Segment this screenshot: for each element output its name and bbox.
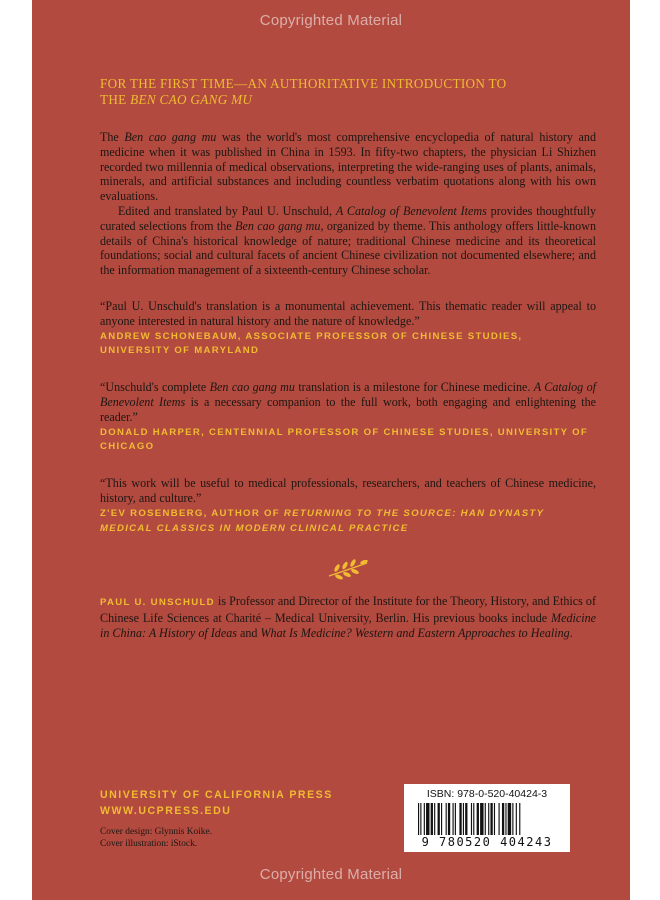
quote-3-attribution	[100, 507, 596, 537]
desc-p1-title: Ben cao gang mu	[124, 130, 217, 144]
cover-credits	[100, 826, 212, 850]
barcode-bar	[438, 803, 440, 835]
barcode-bar	[505, 803, 506, 835]
desc-p2-title-2: Ben cao gang mu	[235, 218, 321, 233]
desc-p2-title-1: A Catalog of Benevolent Items	[335, 203, 487, 218]
barcode-bar	[431, 803, 433, 835]
cover-illustration-credit: Cover illustration: iStock.	[100, 839, 198, 849]
barcode-bar	[477, 803, 479, 835]
barcode-bar	[424, 803, 425, 835]
barcode-bar	[459, 803, 461, 835]
quote-1-attribution: ANDREW SCHONEBAUM, ASSOCIATE PROFESSOR OF CHINESE STUDIES, UNIVERSITY OF MARYLAND	[100, 330, 523, 357]
leaf-sprig-icon	[100, 556, 596, 582]
barcode-bar	[471, 803, 472, 835]
desc-p2-rest: , organized by theme. This anthology offers little-known details of China's historical knowledge of nature; traditional Chinese medicine and its theoretical foundations; social and cultural facets of ancient Chinese civilization not documented elsewhere; and the information management of a sixteenth-century Chinese scholar.	[100, 218, 596, 278]
barcode-bar	[480, 803, 483, 835]
quote-2-lead: “Unschuld's complete	[100, 380, 210, 395]
quote-2-title-1: Ben cao gang mu	[209, 380, 295, 395]
back-cover	[32, 0, 630, 900]
barcode-digits: 9 780520 404243	[421, 835, 553, 849]
barcode-bar	[455, 803, 456, 835]
barcode-bar	[434, 803, 435, 835]
blurb-quote-3	[100, 476, 596, 536]
barcode-bar	[473, 803, 474, 835]
author-bio-and: and	[236, 625, 261, 640]
barcode-bar	[453, 803, 454, 835]
author-bio-end: .	[569, 625, 573, 640]
quote-2-mid: translation is a milestone for Chinese medicine.	[294, 380, 534, 395]
isbn-label: ISBN: 978-0-520-40424-3	[426, 788, 548, 800]
publisher-name: UNIVERSITY OF CALIFORNIA PRESS	[100, 789, 333, 801]
barcode-bars	[416, 803, 558, 835]
cover-design-credit: Cover design: Glynnis Koike.	[100, 827, 212, 837]
barcode-bar	[494, 803, 495, 835]
barcode-bar	[418, 803, 419, 835]
barcode-bar	[420, 803, 421, 835]
headline-line-1: FOR THE FIRST TIME—AN AUTHORITATIVE INTRODUCTION TO	[100, 76, 507, 91]
quote-3-text: “This work will be useful to medical professionals, researchers, and teachers of Chinese medicine, history, and culture.”	[100, 476, 596, 505]
author-book-1: Medicine in China: A History of Ideas	[100, 611, 596, 640]
barcode-bar	[502, 803, 504, 835]
quote-1-text: “Paul U. Unschuld's translation is a monumental achievement. This thematic reader will appeal to anyone interested in natural history and the nature of knowledge.”	[100, 298, 596, 328]
headline-book-title: BEN CAO GANG MU	[130, 92, 253, 107]
publisher-block	[100, 787, 333, 819]
barcode-bar	[499, 803, 500, 835]
desc-p2-lead: Edited and translated by Paul U. Unschuld,	[118, 203, 336, 218]
barcode-bar	[508, 803, 511, 835]
cover-content	[100, 76, 596, 641]
isbn-barcode	[404, 784, 570, 852]
author-bio-lead: is Professor and Director of the Institute for the Theory, History, and Ethics of Chinese Life Sciences at Charité – Medical University, Berlin. His previous books include	[100, 594, 596, 626]
author-bio	[100, 594, 596, 640]
barcode-bar	[448, 803, 450, 835]
desc-p1-lead: The	[100, 130, 125, 144]
barcode-bar	[512, 803, 513, 835]
publisher-url: WWW.UCPRESS.EDU	[100, 805, 232, 817]
blurb-quote-1	[100, 299, 596, 359]
desc-p1-rest: was the world's most comprehensive encyclopedia of natural history and medicine when it was published in China in 1593. In fifty-two chapters, the physician Li Shizhen recorded two millennia of medical observations, interpreting the wide-ranging uses of plants, animals, minerals, and artificial substances and including countless verbatim quotations along with his own evaluations.	[100, 130, 596, 204]
barcode-bar	[516, 803, 517, 835]
description-paragraph-1	[100, 130, 596, 204]
watermark-bottom: Copyrighted Material	[259, 866, 403, 883]
quote-2-title-2: A Catalog of Benevolent Items	[100, 380, 596, 409]
headline	[100, 76, 596, 108]
barcode-bar	[441, 803, 442, 835]
author-name: PAUL U. UNSCHULD	[100, 597, 215, 609]
desc-p2-mid: provides thoughtfully curated selections from the	[100, 203, 596, 233]
barcode-bar	[488, 803, 489, 835]
barcode-bar	[485, 803, 486, 835]
description-paragraph-2	[100, 204, 596, 278]
blurb-quote-2	[100, 380, 596, 455]
barcode-bar	[490, 803, 492, 835]
barcode-bar	[426, 803, 429, 835]
author-book-2: What Is Medicine? Western and Eastern Approaches to Healing	[260, 625, 570, 640]
barcode-bar	[519, 803, 520, 835]
quote-2-attribution: DONALD HARPER, CENTENNIAL PROFESSOR OF CHINESE STUDIES, UNIVERSITY OF CHICAGO	[100, 426, 589, 453]
barcode-bar	[465, 803, 467, 835]
watermark-top: Copyrighted Material	[259, 12, 403, 29]
quote-2-text	[100, 380, 596, 424]
quote-3-attribution-title: RETURNING TO THE SOURCE: HAN DYNASTY MEDICAL CLASSICS IN MODERN CLINICAL PRACTICE	[100, 507, 545, 534]
quote-3-attribution-lead: Z'EV ROSENBERG, AUTHOR OF	[100, 507, 284, 519]
quote-2-rest: is a necessary companion to the full work, both engaging and enlightening the reader.”	[100, 394, 596, 424]
barcode-bar	[463, 803, 464, 835]
headline-line-2-prefix: THE	[100, 92, 131, 107]
barcode-bar	[446, 803, 447, 835]
